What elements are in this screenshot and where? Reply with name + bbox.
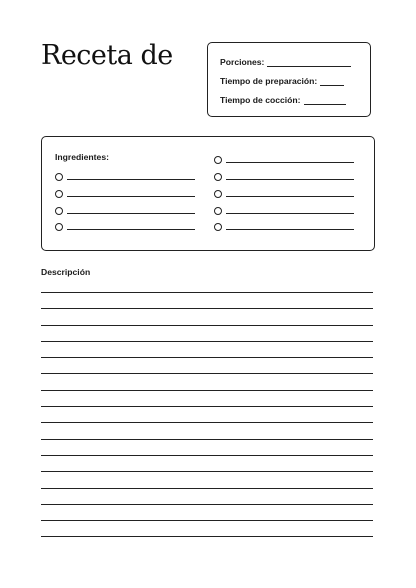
circle-bullet-icon [55, 207, 63, 215]
prep-time-field[interactable] [320, 77, 344, 86]
circle-bullet-icon [55, 223, 63, 231]
description-line[interactable] [41, 308, 373, 309]
circle-bullet-icon [214, 223, 222, 231]
description-line[interactable] [41, 292, 373, 293]
servings-field[interactable] [267, 58, 351, 67]
cook-time-field[interactable] [304, 96, 346, 105]
description-line[interactable] [41, 471, 373, 472]
ingredient-field[interactable] [226, 179, 354, 180]
ingredient-field[interactable] [67, 196, 195, 197]
description-line[interactable] [41, 536, 373, 537]
ingredient-field[interactable] [67, 229, 195, 230]
servings-label: Porciones: [220, 57, 265, 67]
ingredients-label: Ingredientes: [55, 152, 109, 162]
description-line[interactable] [41, 357, 373, 358]
recipe-info-box [207, 42, 371, 117]
description-line[interactable] [41, 341, 373, 342]
prep-time-label: Tiempo de preparación: [220, 76, 318, 86]
ingredient-field[interactable] [226, 162, 354, 163]
description-lines [41, 292, 373, 553]
description-line[interactable] [41, 455, 373, 456]
description-line[interactable] [41, 406, 373, 407]
ingredient-field[interactable] [67, 213, 195, 214]
description-line[interactable] [41, 390, 373, 391]
circle-bullet-icon [214, 190, 222, 198]
ingredient-field[interactable] [226, 229, 354, 230]
description-line[interactable] [41, 422, 373, 423]
ingredient-field[interactable] [226, 213, 354, 214]
description-line[interactable] [41, 373, 373, 374]
description-line[interactable] [41, 520, 373, 521]
recipe-title: Receta de [41, 40, 173, 71]
prep-time-row [220, 76, 344, 86]
description-line[interactable] [41, 325, 373, 326]
description-line[interactable] [41, 504, 373, 505]
ingredient-field[interactable] [67, 179, 195, 180]
cook-time-row [220, 95, 346, 105]
circle-bullet-icon [214, 207, 222, 215]
circle-bullet-icon [55, 173, 63, 181]
description-label: Descripción [41, 267, 91, 277]
description-line[interactable] [41, 488, 373, 489]
ingredient-field[interactable] [226, 196, 354, 197]
description-line[interactable] [41, 439, 373, 440]
circle-bullet-icon [214, 173, 222, 181]
circle-bullet-icon [55, 190, 63, 198]
ingredients-box [41, 136, 375, 251]
servings-row [220, 57, 351, 67]
circle-bullet-icon [214, 156, 222, 164]
cook-time-label: Tiempo de cocción: [220, 95, 301, 105]
